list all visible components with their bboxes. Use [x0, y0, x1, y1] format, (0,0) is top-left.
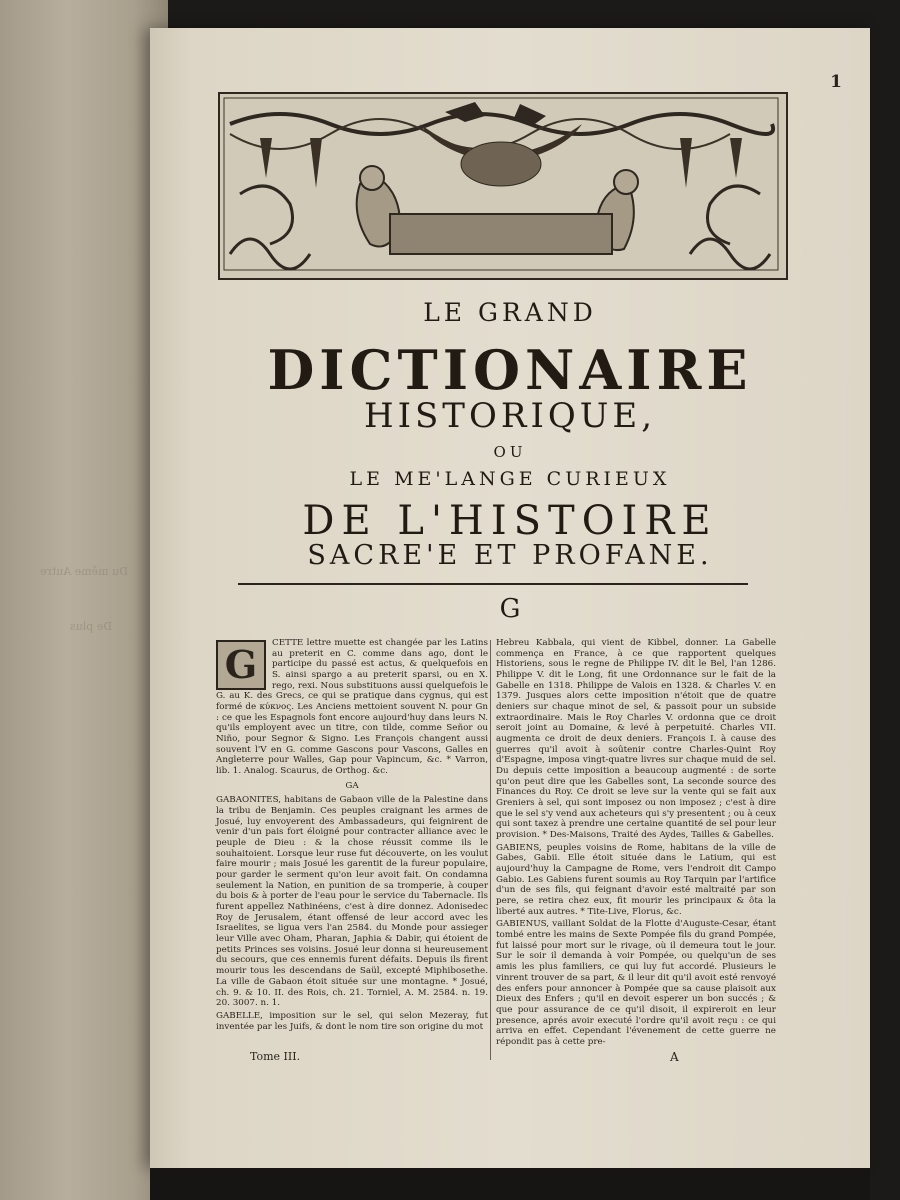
- title-line-3: HISTORIQUE,: [363, 396, 657, 436]
- book-page: [150, 28, 870, 1168]
- signature-mark: A: [670, 1050, 679, 1064]
- entry-gabelle: GABELLE, imposition sur le sel, qui selon Mezeray, fut inventée par les Juifs, & dont le nom tire son origine du mot: [216, 1010, 488, 1032]
- volume-label: Tome III.: [250, 1050, 301, 1063]
- title-line-7: SACRE'E ET PROFANE.: [307, 540, 713, 571]
- column-divider: [490, 640, 491, 1060]
- bleed-through-text: De plus: [70, 620, 113, 633]
- bleed-through-text: Du même Autre: [40, 565, 128, 578]
- title-line-2: DICTIONAIRE: [267, 338, 753, 402]
- title-rule: [238, 583, 748, 585]
- left-text-column: [216, 638, 488, 1032]
- entry-gabaonites: GABAONITES, habitans de Gabaon ville de la Palestine dans la tribu de Benjamin. Ces peuples craignant les armes de Josué, luy envoyerent des Ambassadeurs, qui feignirent de venir d'un pais fort éloigné pour contracter alliance avec le peuple de Dieu : & la chose réussit comme ils le souhaitoient. Lorsque leur ruse fut découverte, on les voulut faire mourir ; mais Josué les garentit de la fureur populaire, pour garder le serment qu'on leur avoit fait. On condamna seulement la Nation, en punition de sa tromperie, à couper du bois & à porter de l'eau pour le service du Tabernacle. Ils furent appellez Nathinéens, c'est à dire donnez. Adonisedec Roy de Jerusalem, étant offensé de leur accord avec les Israelites, se ligua vers l'an 2584. du Monde pour assieger leur Ville avec Oham, Pharan, Japhia & Dabir, qui étoient de petits Princes ses voisins. Josué leur donna si heureusement du secours, que ces ennemis furent défaits. Depuis ils firent mourir tous les descendans de Saül, excepté Miphibosethe. La ville de Gabaon étoit située sur une montagne. * Josué, ch. 9. & 10. II. des Rois, ch. 21. Torniel, A. M. 2584. n. 19. 20. 3007. n. 1.: [216, 795, 488, 1009]
- title-line-4: OU: [493, 443, 527, 461]
- page-number: 1: [830, 72, 842, 92]
- ornament-illustration: [220, 94, 782, 274]
- table-shadow: [150, 1168, 870, 1200]
- section-heading-ga: GA: [345, 780, 359, 791]
- engraved-headpiece-ornament: [218, 92, 788, 280]
- adjacent-left-page: [0, 0, 168, 1200]
- right-text-column: [496, 638, 776, 1048]
- entry-letter-g: CETTE lettre muette est changée par les Latins au preterit en C. comme dans ago, dont le participe du passé est actus, & quelquefois en S. ainsi spargo a au preterit sparsi, ou en X. rego, rexi. Nous substituons aussi quelquefois le G. au K. des Grecs, ce qui se pratique dans cygnus, qui est formé de κύκνος. Les Anciens mettoient souvent N. pour Gn : ce que les Espagnols font encore aujourd'huy dans leurs N. qu'ils employent avec un titre, con tilde, comme Señor ou Niño, pour Segnor & Signo. Les François changent aussi souvent l'V en G. comme Gascons pour Vascons, Galles en Angleterre pour Walles, Gap pour Vapincum, &c. * Varron, lib. 1. Analog. Scaurus, de Orthog. &c.: [216, 638, 488, 777]
- section-letter: G: [499, 594, 521, 624]
- entry-gabiens: GABIENS, peuples voisins de Rome, habitans de la ville de Gabes, Gabii. Elle étoit située dans le Latium, qui est aujourd'huy la Campagne de Rome, vers l'endroit dit Campo Gabio. Les Gabiens furent soumis au Roy Tarquin par l'artifice d'un de ses fils, qui feignant d'avoir esté maltraité par son pere, se retira chez eux, fit mourir les principaux & ôta la liberté aux autres. * Tite-Live, Florus, &c.: [496, 842, 776, 917]
- entry-gabelle-continued: Hebreu Kabbala, qui vient de Kibbel, donner. La Gabelle commença en France, à ce que rapportent quelques Historiens, sous le regne de Philippe IV. dit le Bel, l'an 1286. Philippe V. dit le Long, fit une Ordonnance sur le fait de la Gabelle en 1318. Philippe de Valois en 1328. & Charles V. en 1379. Jusques alors cette imposition n'étoit que de quatre deniers sur chaque minot de sel, & passoit pour un subside extraordinaire. Mais le Roy Charles V. ordonna que ce droit seroit joint au Domaine, & levé à perpetuité. Charles VII. augmenta ce droit de deux deniers. François I. à cause des guerres qu'il avoit à soûtenir contre Charles-Quint Roy d'Espagne, imposa vingt-quatre livres sur chaque muid de sel. Du depuis cette imposition a beaucoup augmenté : de sorte qu'on peut dire que les Gabelles sont, La seconde source des Finances du Roy. Ce droit se leve sur la vente qui se fait aux Greniers à sel, qui sont imposez ou non imposez ; c'est à dire que le sel s'y vend aux acheteurs qui s'y presentent ; ou à ceux qui sont taxez à prendre une certaine quantité de sel pour leur provision. * Des-Maisons, Traité des Aydes, Tailles & Gabelles.: [496, 638, 776, 841]
- entry-gabienus: GABIENUS, vaillant Soldat de la Flotte d'Auguste-Cesar, étant tombé entre les mains de Sexte Pompée fils du grand Pompée, fut laissé pour mort sur le rivage, où il demeura tout le jour. Sur le soir il demanda à voir Pompée, ou quelqu'un de ses amis les plus familiers, ce qui luy fut accordé. Plusieurs le vinrent trouver de sa part, & il leur dit qu'il avoit esté renvoyé des enfers pour annoncer à Pompée que sa cause plaisoit aux Dieux des Enfers ; qu'il en devoit esperer un bon succés ; & que pour assurance de ce qu'il disoit, il expireroit en leur presence, aprés avoir executé l'ordre qu'il avoit reçu : ce qui arriva en effet. Cependant l'évenement de cette guerre ne répondit pas à cette pre-: [496, 919, 776, 1047]
- title-line-1: LE GRAND: [423, 298, 597, 327]
- title-line-6: DE L'HISTOIRE: [302, 498, 718, 544]
- title-line-5: LE ME'LANGE CURIEUX: [349, 468, 671, 490]
- ornate-drop-cap: G: [216, 640, 266, 690]
